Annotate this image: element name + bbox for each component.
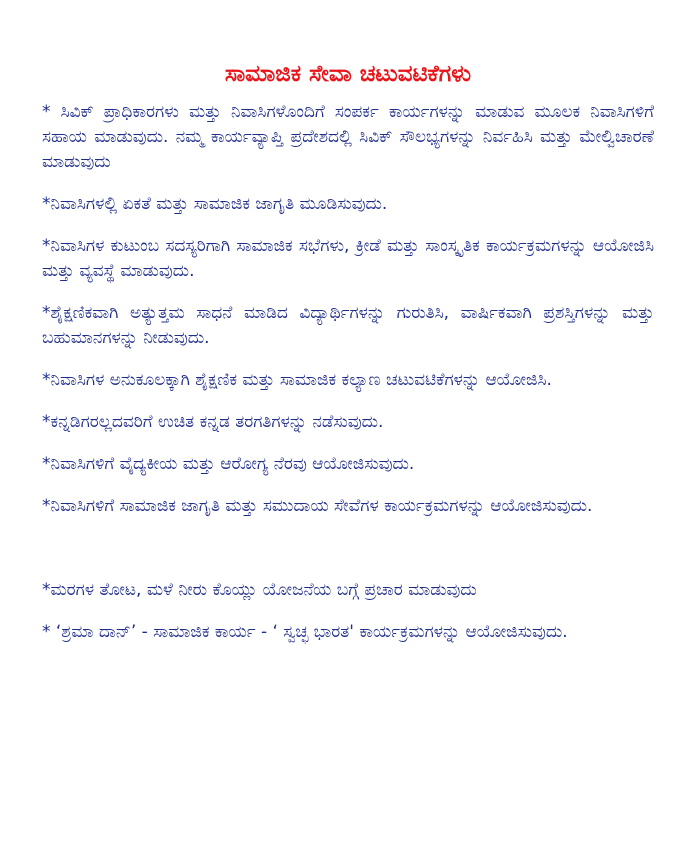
- activity-item-shrama-daan: * ‘ಶ್ರಮಾ ದಾನ್’ - ಸಾಮಾಜಿಕ ಕಾರ್ಯ - ‘ ಸ್ವಚ್ಛ ಭಾರತ' ಕಾರ್ಯಕ್ರಮಗಳನ್ನು ಆಯೋಜಿಸುವುದು.: [42, 622, 568, 642]
- activity-item-kannada-classes: *ಕನ್ನಡಿಗರಲ್ಲದವರಿಗೆ ಉಚಿತ ಕನ್ನಡ ತರಗತಿಗಳನ್ನು ನಡೆಸುವುದು.: [42, 412, 384, 432]
- activity-item-student-awards: *ಶೈಕ್ಷಣಿಕವಾಗಿ ಅತ್ಯುತ್ತಮ ಸಾಧನೆ ಮಾಡಿದ ವಿದ್ಯಾರ್ಥಿಗಳನ್ನು ಗುರುತಿಸಿ, ವಾರ್ಷಿಕವಾಗಿ ಪ್ರಶಸ್ತಿಗಳನ್ನು ಮತ್ತು ಬಹುಮಾನಗಳನ್ನು ನೀಡುವುದು.: [42, 303, 654, 348]
- activity-item-tree-rainwater: *ಮರಗಳ ತೋಟ, ಮಳೆ ನೀರು ಕೊಯ್ಲು ಯೋಜನೆಯ ಬಗ್ಗೆ ಪ್ರಚಾರ ಮಾಡುವುದು: [42, 580, 477, 600]
- activity-item-civic-liaison: * ಸಿವಿಕ್ ಪ್ರಾಧಿಕಾರಗಳು ಮತ್ತು ನಿವಾಸಿಗಳೊಂದಿಗೆ ಸಂಪರ್ಕ ಕಾರ್ಯಗಳನ್ನು ಮಾಡುವ ಮೂಲಕ ನಿವಾಸಿಗಳಿಗೆ ಸಹಾಯ ಮಾಡುವುದು. ನಮ್ಮ ಕಾರ್ಯವ್ಯಾಪ್ತಿ ಪ್ರದೇಶದಲ್ಲಿ ಸಿವಿಕ್ ಸೌಲಭ್ಯಗಳನ್ನು ನಿರ್ವಹಿಸಿ ಮತ್ತು ಮೇಲ್ವಿಚಾರಣೆ ಮಾಡುವುದು: [42, 102, 654, 172]
- activity-item-cultural-events: *ನಿವಾಸಿಗಳ ಕುಟುಂಬ ಸದಸ್ಯರಿಗಾಗಿ ಸಾಮಾಜಿಕ ಸಭೆಗಳು, ಕ್ರೀಡೆ ಮತ್ತು ಸಾಂಸ್ಕೃತಿಕ ಕಾರ್ಯಕ್ರಮಗಳನ್ನು ಆಯೋಜಿಸಿ ಮತ್ತು ವ್ಯವಸ್ಥೆ ಮಾಡುವುದು.: [42, 236, 654, 281]
- page-title: ಸಾಮಾಜಿಕ ಸೇವಾ ಚಟುವಟಿಕೆಗಳು: [224, 61, 472, 87]
- activity-item-unity-awareness: *ನಿವಾಸಿಗಳಲ್ಲಿ ಏಕತೆ ಮತ್ತು ಸಾಮಾಜಿಕ ಜಾಗೃತಿ ಮೂಡಿಸುವುದು.: [42, 194, 388, 214]
- activity-item-community-service: *ನಿವಾಸಿಗಳಿಗೆ ಸಾಮಾಜಿಕ ಜಾಗೃತಿ ಮತ್ತು ಸಮುದಾಯ ಸೇವೆಗಳ ಕಾರ್ಯಕ್ರಮಗಳನ್ನು ಆಯೋಜಿಸುವುದು.: [42, 496, 593, 516]
- section-spacer: [42, 536, 654, 578]
- activity-item-welfare-activities: *ನಿವಾಸಿಗಳ ಅನುಕೂಲಕ್ಕಾಗಿ ಶೈಕ್ಷಣಿಕ ಮತ್ತು ಸಾಮಾಜಿಕ ಕಲ್ಯಾಣ ಚಟುವಟಿಕೆಗಳನ್ನು ಆಯೋಜಿಸಿ.: [42, 370, 552, 390]
- activity-item-medical-aid: *ನಿವಾಸಿಗಳಿಗೆ ವೈದ್ಯಕೀಯ ಮತ್ತು ಆರೋಗ್ಯ ನೆರವು ಆಯೋಜಿಸುವುದು.: [42, 454, 415, 474]
